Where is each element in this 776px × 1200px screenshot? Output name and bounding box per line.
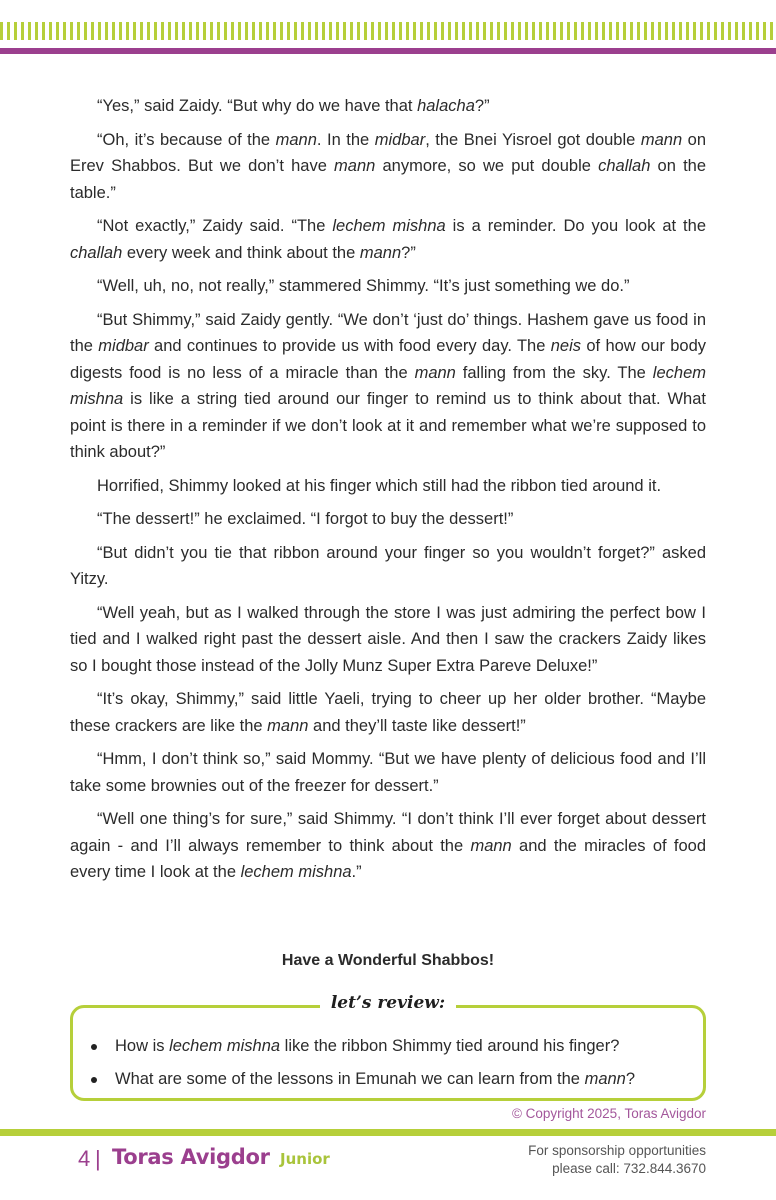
brand-logo-sub: Junior: [280, 1150, 330, 1168]
text-run: What are some of the lessons in Emunah we can learn from the: [115, 1070, 585, 1088]
story-paragraph: [70, 93, 706, 120]
page-number: 4: [78, 1146, 91, 1171]
italic-term: halacha: [417, 97, 475, 115]
text-run: is a reminder. Do you look at the: [445, 217, 706, 235]
story-paragraph: [70, 273, 706, 300]
italic-term: mann: [359, 243, 402, 262]
italic-term: challah: [598, 157, 651, 175]
italic-term: lechem mishna: [169, 1037, 281, 1055]
text-run: How is: [115, 1037, 170, 1055]
text-run: falling from the sky. The: [455, 363, 653, 382]
review-question: [87, 1063, 697, 1096]
italic-term: mann: [275, 130, 317, 149]
story-paragraph: [70, 806, 706, 886]
text-run: “But Shimmy,” said Zaidy gently. “We don’t ‘just do’ things. Hashem gave us food in the: [70, 310, 706, 355]
text-run: is like a string tied around our finger to remind us to think about that. What point is there in a reminder if we don’t look at it and remember what we’re supposed to think about?”: [70, 390, 706, 461]
text-run: Horrified, Shimmy looked at his finger which still had the ribbon tied around it.: [97, 476, 662, 495]
italic-term: mann: [267, 716, 309, 735]
copyright-notice: © Copyright 2025, Toras Avigdor: [511, 1106, 706, 1121]
italic-term: lechem mishna: [332, 217, 446, 235]
text-run: and they’ll taste like dessert!”: [308, 716, 526, 735]
italic-term: lechem mishna: [240, 863, 352, 881]
story-body: [70, 93, 706, 893]
italic-term: mann: [470, 836, 512, 855]
italic-term: mann: [640, 130, 683, 149]
top-divider: [0, 48, 776, 54]
footer-divider: [0, 1129, 776, 1136]
text-run: , the Bnei Yisroel got double: [425, 130, 641, 149]
brand-logo-text: Toras Avigdor: [112, 1145, 270, 1169]
text-run: anymore, so we put double: [375, 157, 599, 175]
text-run: . In the: [316, 130, 375, 149]
text-run: ?”: [474, 97, 490, 115]
top-tick-border: [0, 22, 776, 40]
text-run: .”: [351, 863, 362, 881]
italic-term: mann: [414, 363, 456, 382]
text-run: every week and think about the: [122, 243, 360, 262]
review-box: [70, 993, 706, 1101]
text-run: “But didn’t you tie that ribbon around your finger so you wouldn’t forget?” asked Yitzy.: [70, 543, 706, 588]
text-run: “Well one thing’s for sure,” said Shimmy. “I don’t think I’ll ever forget about dessert again - and I’ll always remember to think about the: [70, 810, 706, 855]
text-run: on Erev Shabbos. But we don’t have: [70, 130, 706, 175]
story-paragraph: [70, 473, 706, 500]
story-paragraph: [70, 540, 706, 593]
italic-term: neis: [550, 337, 582, 355]
text-run: “Yes,” said Zaidy. “But why do we have that: [97, 97, 418, 115]
story-paragraph: [70, 746, 706, 799]
text-run: “Oh, it’s because of the: [97, 130, 276, 149]
sponsor-line-2: please call: 732.844.3670: [552, 1161, 706, 1176]
text-run: like the ribbon Shimmy tied around his finger?: [280, 1037, 620, 1055]
italic-term: lechem mishna: [70, 363, 706, 408]
italic-term: challah: [70, 243, 123, 262]
story-paragraph: [70, 686, 706, 739]
review-list: [87, 1030, 697, 1096]
story-paragraph: [70, 600, 706, 680]
text-run: “The dessert!” he exclaimed. “I forgot to buy the dessert!”: [97, 510, 514, 528]
text-run: and continues to provide us with food every day. The: [148, 337, 551, 355]
text-run: ?: [625, 1070, 636, 1088]
review-title: let’s review:: [320, 993, 456, 1013]
text-run: “Hmm, I don’t think so,” said Mommy. “But we have plenty of delicious food and I’ll take some brownies out of the freezer for dessert.”: [70, 750, 706, 795]
story-paragraph: [70, 127, 706, 207]
italic-term: midbar: [374, 130, 426, 149]
text-run: on the table.”: [70, 157, 707, 202]
text-run: ?”: [401, 243, 416, 262]
story-paragraph: [70, 506, 706, 533]
sponsor-line-1: For sponsorship opportunities: [528, 1143, 706, 1158]
text-run: “Not exactly,” Zaidy said. “The: [97, 217, 333, 235]
italic-term: mann: [584, 1070, 626, 1088]
text-run: of how our body digests food is no less of a miracle than the: [70, 337, 706, 382]
text-run: and the miracles of food every time I look at the: [70, 836, 707, 881]
text-run: “Well, uh, no, not really,” stammered Shimmy. “It’s just something we do.”: [97, 277, 630, 295]
text-run: “It’s okay, Shimmy,” said little Yaeli, trying to cheer up her older brother. “Maybe these crackers are like the: [70, 690, 706, 735]
sponsor-info: [528, 1142, 706, 1178]
page-separator: |: [95, 1146, 101, 1171]
italic-term: mann: [334, 157, 376, 175]
review-question: [87, 1030, 697, 1063]
text-run: “Well yeah, but as I walked through the store I was just admiring the perfect bow I tied and I walked right past the dessert aisle. And then I saw the crackers Zaidy likes so I bought those instead of the Jolly Munz Super Extra Pareve Deluxe!”: [70, 603, 706, 675]
italic-term: midbar: [98, 337, 149, 355]
story-paragraph: [70, 307, 706, 466]
story-paragraph: [70, 213, 706, 266]
closing-line: Have a Wonderful Shabbos!: [281, 952, 495, 969]
